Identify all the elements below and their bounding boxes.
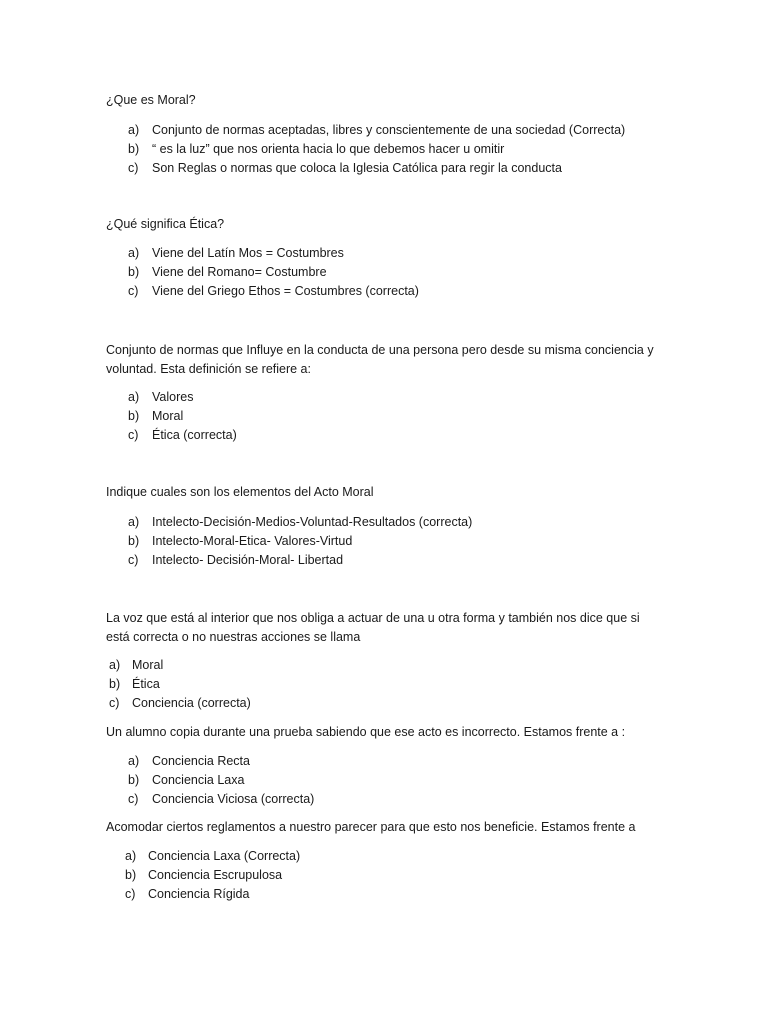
option-4b: [128, 532, 472, 551]
option-letter: b): [128, 265, 140, 279]
option-text: Viene del Romano= Costumbre: [152, 265, 327, 279]
option-letter: c): [128, 284, 139, 298]
question-7-options: [125, 847, 300, 904]
option-letter: a): [128, 123, 140, 137]
option-letter: b): [128, 142, 140, 156]
option-letter: c): [128, 553, 139, 567]
option-6c: [128, 790, 314, 809]
option-text: Ética (correcta): [152, 428, 237, 442]
option-7a: [125, 847, 300, 866]
option-text: Conciencia Rígida: [148, 887, 250, 901]
option-text: Conciencia Laxa (Correcta): [148, 849, 301, 863]
option-letter: c): [125, 887, 136, 901]
option-letter: a): [125, 849, 137, 863]
option-text: Son Reglas o normas que coloca la Iglesia Católica para regir la conducta: [152, 161, 562, 175]
option-text: Conjunto de normas aceptadas, libres y conscientemente de una sociedad (Correcta): [152, 123, 626, 137]
question-1-options: [128, 121, 625, 178]
option-letter: b): [128, 409, 140, 423]
option-letter: c): [128, 161, 139, 175]
option-letter: c): [128, 428, 139, 442]
question-3: Conjunto de normas que Influye en la conducta de una persona pero desde su misma conciencia y voluntad. Esta definición se refiere a:: [106, 343, 654, 376]
option-letter: b): [125, 868, 137, 882]
option-text: Ética: [132, 677, 160, 691]
question-2-options: [128, 244, 419, 301]
option-text: Moral: [132, 658, 164, 672]
option-3a: [128, 388, 237, 407]
question-5-options: [109, 656, 251, 713]
option-1b: [128, 140, 625, 159]
option-5a: [109, 656, 251, 675]
option-1c: [128, 159, 625, 178]
option-4c: [128, 551, 472, 570]
question-3-options: [128, 388, 237, 445]
option-letter: b): [128, 773, 140, 787]
option-text: Viene del Griego Ethos = Costumbres (correcta): [152, 284, 419, 298]
question-6: Un alumno copia durante una prueba sabiendo que ese acto es incorrecto. Estamos frente a :: [106, 725, 626, 739]
question-7: Acomodar ciertos reglamentos a nuestro parecer para que esto nos beneficie. Estamos frente a: [106, 820, 636, 834]
option-text: Conciencia Escrupulosa: [148, 868, 283, 882]
option-7b: [125, 866, 300, 885]
option-1a: [128, 121, 625, 140]
question-6-options: [128, 752, 314, 809]
option-6a: [128, 752, 314, 771]
option-letter: b): [109, 677, 121, 691]
option-letter: a): [128, 754, 140, 768]
option-6b: [128, 771, 314, 790]
option-2a: [128, 244, 419, 263]
question-2: ¿Qué significa Ética?: [106, 217, 225, 231]
option-text: Conciencia Recta: [152, 754, 250, 768]
option-7c: [125, 885, 300, 904]
option-text: “ es la luz” que nos orienta hacia lo que debemos hacer u omitir: [152, 142, 505, 156]
option-letter: a): [128, 515, 140, 529]
option-3c: [128, 426, 237, 445]
option-text: Conciencia (correcta): [132, 696, 251, 710]
option-letter: b): [128, 534, 140, 548]
option-2c: [128, 282, 419, 301]
option-letter: c): [128, 792, 139, 806]
option-letter: a): [128, 390, 140, 404]
option-5c: [109, 694, 251, 713]
option-text: Intelecto- Decisión-Moral- Libertad: [152, 553, 344, 567]
option-text: Conciencia Viciosa (correcta): [152, 792, 315, 806]
option-text: Valores: [152, 390, 194, 404]
question-1: ¿Que es Moral?: [106, 93, 196, 107]
option-2b: [128, 263, 419, 282]
option-4a: [128, 513, 472, 532]
option-5b: [109, 675, 251, 694]
option-letter: a): [128, 246, 140, 260]
option-text: Moral: [152, 409, 184, 423]
option-letter: a): [109, 658, 121, 672]
question-4: Indique cuales son los elementos del Acto Moral: [106, 485, 374, 499]
option-text: Intelecto-Decisión-Medios-Voluntad-Resultados (correcta): [152, 515, 473, 529]
question-5: La voz que está al interior que nos obliga a actuar de una u otra forma y también nos dice que si está correcta o no nuestras acciones se llama: [106, 611, 640, 644]
option-text: Viene del Latín Mos = Costumbres: [152, 246, 344, 260]
option-text: Conciencia Laxa: [152, 773, 245, 787]
question-4-options: [128, 513, 472, 570]
option-text: Intelecto-Moral-Etica- Valores-Virtud: [152, 534, 353, 548]
option-3b: [128, 407, 237, 426]
option-letter: c): [109, 696, 120, 710]
